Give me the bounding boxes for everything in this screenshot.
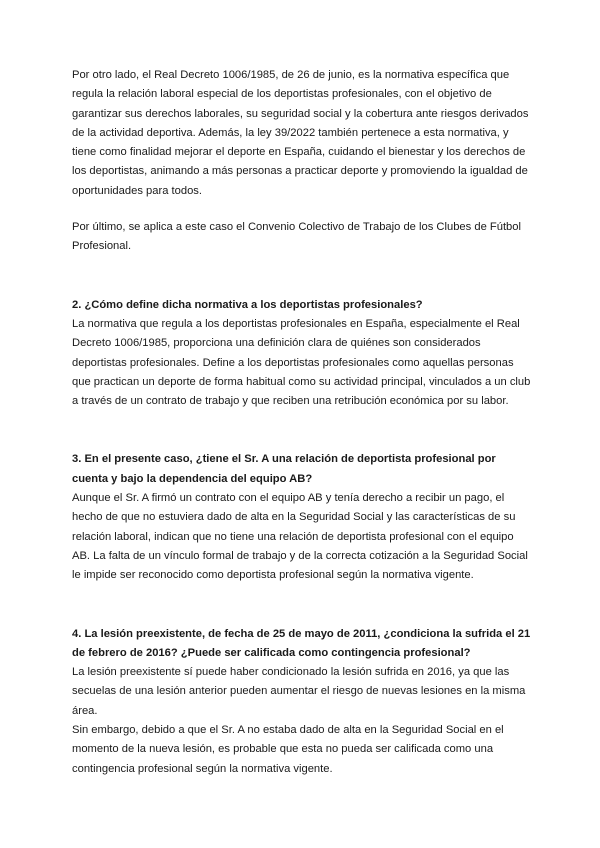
section-question-4 [72, 625, 534, 779]
question-heading: 3. En el presente caso, ¿tiene el Sr. A una relación de deportista profesional por cuenta y bajo la dependencia del equipo AB? [72, 453, 496, 485]
answer-paragraph: La normativa que regula a los deportistas profesionales en España, especialmente el Real Decreto 1006/1985, proporciona una definición clara de quiénes son considerados deportistas profesionales. Define a los deportistas profesionales como aquellas personas que practican un deporte de forma habitual como su actividad principal, vinculados a un club a través de un contrato de trabajo y que reciben una retribución económica por su labor. [72, 317, 531, 408]
answer-paragraph: La lesión preexistente sí puede haber condicionado la lesión sufrida en 2016, ya que las secuelas de una lesión anterior pueden aumentar el riesgo de nuevas lesiones en la misma área. [72, 666, 526, 717]
intro-paragraph-1: Por otro lado, el Real Decreto 1006/1985, de 26 de junio, es la normativa específica que regula la relación laboral especial de los deportistas profesionales, con el objetivo de garantizar sus derechos laborales, su seguridad social y la cobertura ante riesgos derivados de la actividad deportiva. Además, la ley 39/2022 también pertenece a esta normativa, y tiene como finalidad mejorar el deporte en España, cuidando el bienestar y los derechos de los deportistas, animando a más personas a practicar deporte y promoviendo la igualdad de oportunidades para todos. [72, 69, 529, 197]
section-question-3 [72, 450, 534, 585]
question-heading: 2. ¿Cómo define dicha normativa a los deportistas profesionales? [72, 298, 423, 311]
answer-paragraph-2: Sin embargo, debido a que el Sr. A no estaba dado de alta en la Seguridad Social en el momento de la nueva lesión, es probable que esta no pueda ser calificada como una contingencia profesional según la normativa vigente. [72, 724, 504, 775]
answer-paragraph: Aunque el Sr. A firmó un contrato con el equipo AB y tenía derecho a recibir un pago, el hecho de que no estuviera dado de alta en la Seguridad Social y las características de su relación laboral, indican que no tiene una relación de deportista profesional con el equipo AB. La falta de un vínculo formal de trabajo y de la correcta cotización a la Seguridad Social le impide ser reconocido como deportista profesional según la normativa vigente. [72, 492, 528, 582]
section-question-2 [72, 296, 534, 412]
question-heading: 4. La lesión preexistente, de fecha de 25 de mayo de 2011, ¿condiciona la sufrida el 21 de febrero de 2016? ¿Puede ser calificada como contingencia profesional? [72, 627, 531, 659]
intro-paragraph-2: Por último, se aplica a este caso el Convenio Colectivo de Trabajo de los Clubes de Fútbol Profesional. [72, 221, 521, 253]
document-page [72, 66, 534, 779]
